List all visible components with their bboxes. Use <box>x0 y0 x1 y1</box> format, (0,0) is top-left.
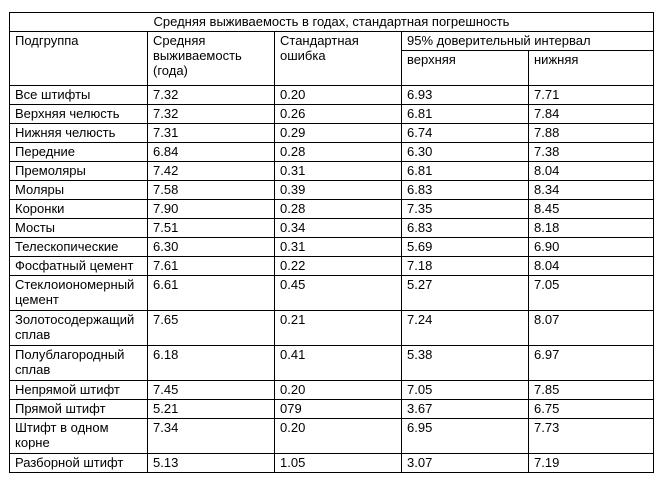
cell-standard-error: 0.20 <box>275 419 402 454</box>
cell-subgroup: Мосты <box>10 219 148 238</box>
cell-standard-error: 0.39 <box>275 181 402 200</box>
cell-subgroup: Разборной штифт <box>10 454 148 473</box>
cell-ci-lower: 7.73 <box>529 419 654 454</box>
cell-ci-lower: 8.07 <box>529 311 654 346</box>
cell-subgroup: Непрямой штифт <box>10 381 148 400</box>
cell-mean-survival: 7.51 <box>148 219 275 238</box>
cell-ci-upper: 7.35 <box>402 200 529 219</box>
cell-standard-error: 0.31 <box>275 162 402 181</box>
table-row <box>10 219 654 238</box>
cell-subgroup: Полублагородный сплав <box>10 346 148 381</box>
cell-standard-error: 1.05 <box>275 454 402 473</box>
cell-mean-survival: 6.61 <box>148 276 275 311</box>
table-row <box>10 276 654 311</box>
cell-mean-survival: 7.31 <box>148 124 275 143</box>
cell-standard-error: 0.28 <box>275 200 402 219</box>
cell-subgroup: Нижняя челюсть <box>10 124 148 143</box>
cell-ci-upper: 6.74 <box>402 124 529 143</box>
cell-subgroup: Прямой штифт <box>10 400 148 419</box>
cell-ci-lower: 8.18 <box>529 219 654 238</box>
cell-standard-error: 0.20 <box>275 381 402 400</box>
cell-standard-error: 0.26 <box>275 105 402 124</box>
cell-subgroup: Моляры <box>10 181 148 200</box>
cell-ci-lower: 7.19 <box>529 454 654 473</box>
table-row <box>10 86 654 105</box>
cell-mean-survival: 7.32 <box>148 105 275 124</box>
cell-ci-upper: 6.81 <box>402 105 529 124</box>
cell-ci-upper: 7.18 <box>402 257 529 276</box>
cell-ci-lower: 8.34 <box>529 181 654 200</box>
table-body <box>10 13 654 473</box>
cell-ci-upper: 5.69 <box>402 238 529 257</box>
cell-ci-lower: 8.04 <box>529 257 654 276</box>
survival-table <box>9 12 654 473</box>
header-subgroup: Подгруппа <box>10 32 148 86</box>
cell-ci-upper: 3.67 <box>402 400 529 419</box>
cell-ci-upper: 6.95 <box>402 419 529 454</box>
table-row <box>10 346 654 381</box>
cell-ci-upper: 6.30 <box>402 143 529 162</box>
table-row <box>10 181 654 200</box>
cell-subgroup: Все штифты <box>10 86 148 105</box>
header-standard-error: Стандартная ошибка <box>275 32 402 86</box>
table-row <box>10 124 654 143</box>
table-row <box>10 257 654 276</box>
cell-mean-survival: 7.42 <box>148 162 275 181</box>
cell-ci-upper: 7.24 <box>402 311 529 346</box>
header-mean-survival: Средняя выживаемость (года) <box>148 32 275 86</box>
cell-standard-error: 0.29 <box>275 124 402 143</box>
cell-standard-error: 0.21 <box>275 311 402 346</box>
cell-mean-survival: 7.32 <box>148 86 275 105</box>
table-row <box>10 454 654 473</box>
cell-mean-survival: 6.18 <box>148 346 275 381</box>
cell-standard-error: 0.31 <box>275 238 402 257</box>
cell-subgroup: Коронки <box>10 200 148 219</box>
cell-ci-lower: 7.84 <box>529 105 654 124</box>
cell-subgroup: Передние <box>10 143 148 162</box>
table-row <box>10 162 654 181</box>
cell-subgroup: Стеклоиономерный цемент <box>10 276 148 311</box>
cell-ci-upper: 5.38 <box>402 346 529 381</box>
cell-mean-survival: 5.13 <box>148 454 275 473</box>
header-confidence-interval: 95% доверительный интервал <box>402 32 654 51</box>
cell-subgroup: Премоляры <box>10 162 148 181</box>
cell-standard-error: 0.34 <box>275 219 402 238</box>
cell-ci-upper: 6.83 <box>402 181 529 200</box>
cell-ci-upper: 6.93 <box>402 86 529 105</box>
table-row <box>10 143 654 162</box>
cell-mean-survival: 6.30 <box>148 238 275 257</box>
cell-mean-survival: 7.45 <box>148 381 275 400</box>
cell-ci-lower: 7.71 <box>529 86 654 105</box>
cell-subgroup: Телескопические <box>10 238 148 257</box>
cell-ci-upper: 3.07 <box>402 454 529 473</box>
cell-mean-survival: 7.65 <box>148 311 275 346</box>
cell-ci-upper: 5.27 <box>402 276 529 311</box>
cell-subgroup: Штифт в одном корне <box>10 419 148 454</box>
header-ci-lower: нижняя <box>529 51 654 86</box>
cell-mean-survival: 7.58 <box>148 181 275 200</box>
header-row <box>10 32 654 51</box>
cell-ci-lower: 8.04 <box>529 162 654 181</box>
header-ci-upper: верхняя <box>402 51 529 86</box>
cell-ci-upper: 6.81 <box>402 162 529 181</box>
table-row <box>10 419 654 454</box>
cell-mean-survival: 6.84 <box>148 143 275 162</box>
cell-subgroup: Верхняя челюсть <box>10 105 148 124</box>
cell-standard-error: 0.45 <box>275 276 402 311</box>
table-row <box>10 400 654 419</box>
cell-ci-lower: 6.90 <box>529 238 654 257</box>
cell-ci-lower: 8.45 <box>529 200 654 219</box>
cell-mean-survival: 7.34 <box>148 419 275 454</box>
cell-standard-error: 0.28 <box>275 143 402 162</box>
cell-ci-lower: 7.88 <box>529 124 654 143</box>
cell-ci-upper: 6.83 <box>402 219 529 238</box>
caption-row <box>10 13 654 32</box>
table-row <box>10 238 654 257</box>
cell-ci-lower: 6.97 <box>529 346 654 381</box>
cell-ci-upper: 7.05 <box>402 381 529 400</box>
cell-standard-error: 0.20 <box>275 86 402 105</box>
cell-standard-error: 0.41 <box>275 346 402 381</box>
cell-standard-error: 079 <box>275 400 402 419</box>
cell-ci-lower: 6.75 <box>529 400 654 419</box>
cell-mean-survival: 7.90 <box>148 200 275 219</box>
cell-standard-error: 0.22 <box>275 257 402 276</box>
table-row <box>10 200 654 219</box>
cell-mean-survival: 5.21 <box>148 400 275 419</box>
cell-ci-lower: 7.85 <box>529 381 654 400</box>
table-row <box>10 311 654 346</box>
cell-subgroup: Фосфатный цемент <box>10 257 148 276</box>
cell-mean-survival: 7.61 <box>148 257 275 276</box>
table-caption: Средняя выживаемость в годах, стандартная погрешность <box>10 13 654 32</box>
table-row <box>10 105 654 124</box>
table-row <box>10 381 654 400</box>
cell-subgroup: Золотосодержащий сплав <box>10 311 148 346</box>
cell-ci-lower: 7.38 <box>529 143 654 162</box>
cell-ci-lower: 7.05 <box>529 276 654 311</box>
